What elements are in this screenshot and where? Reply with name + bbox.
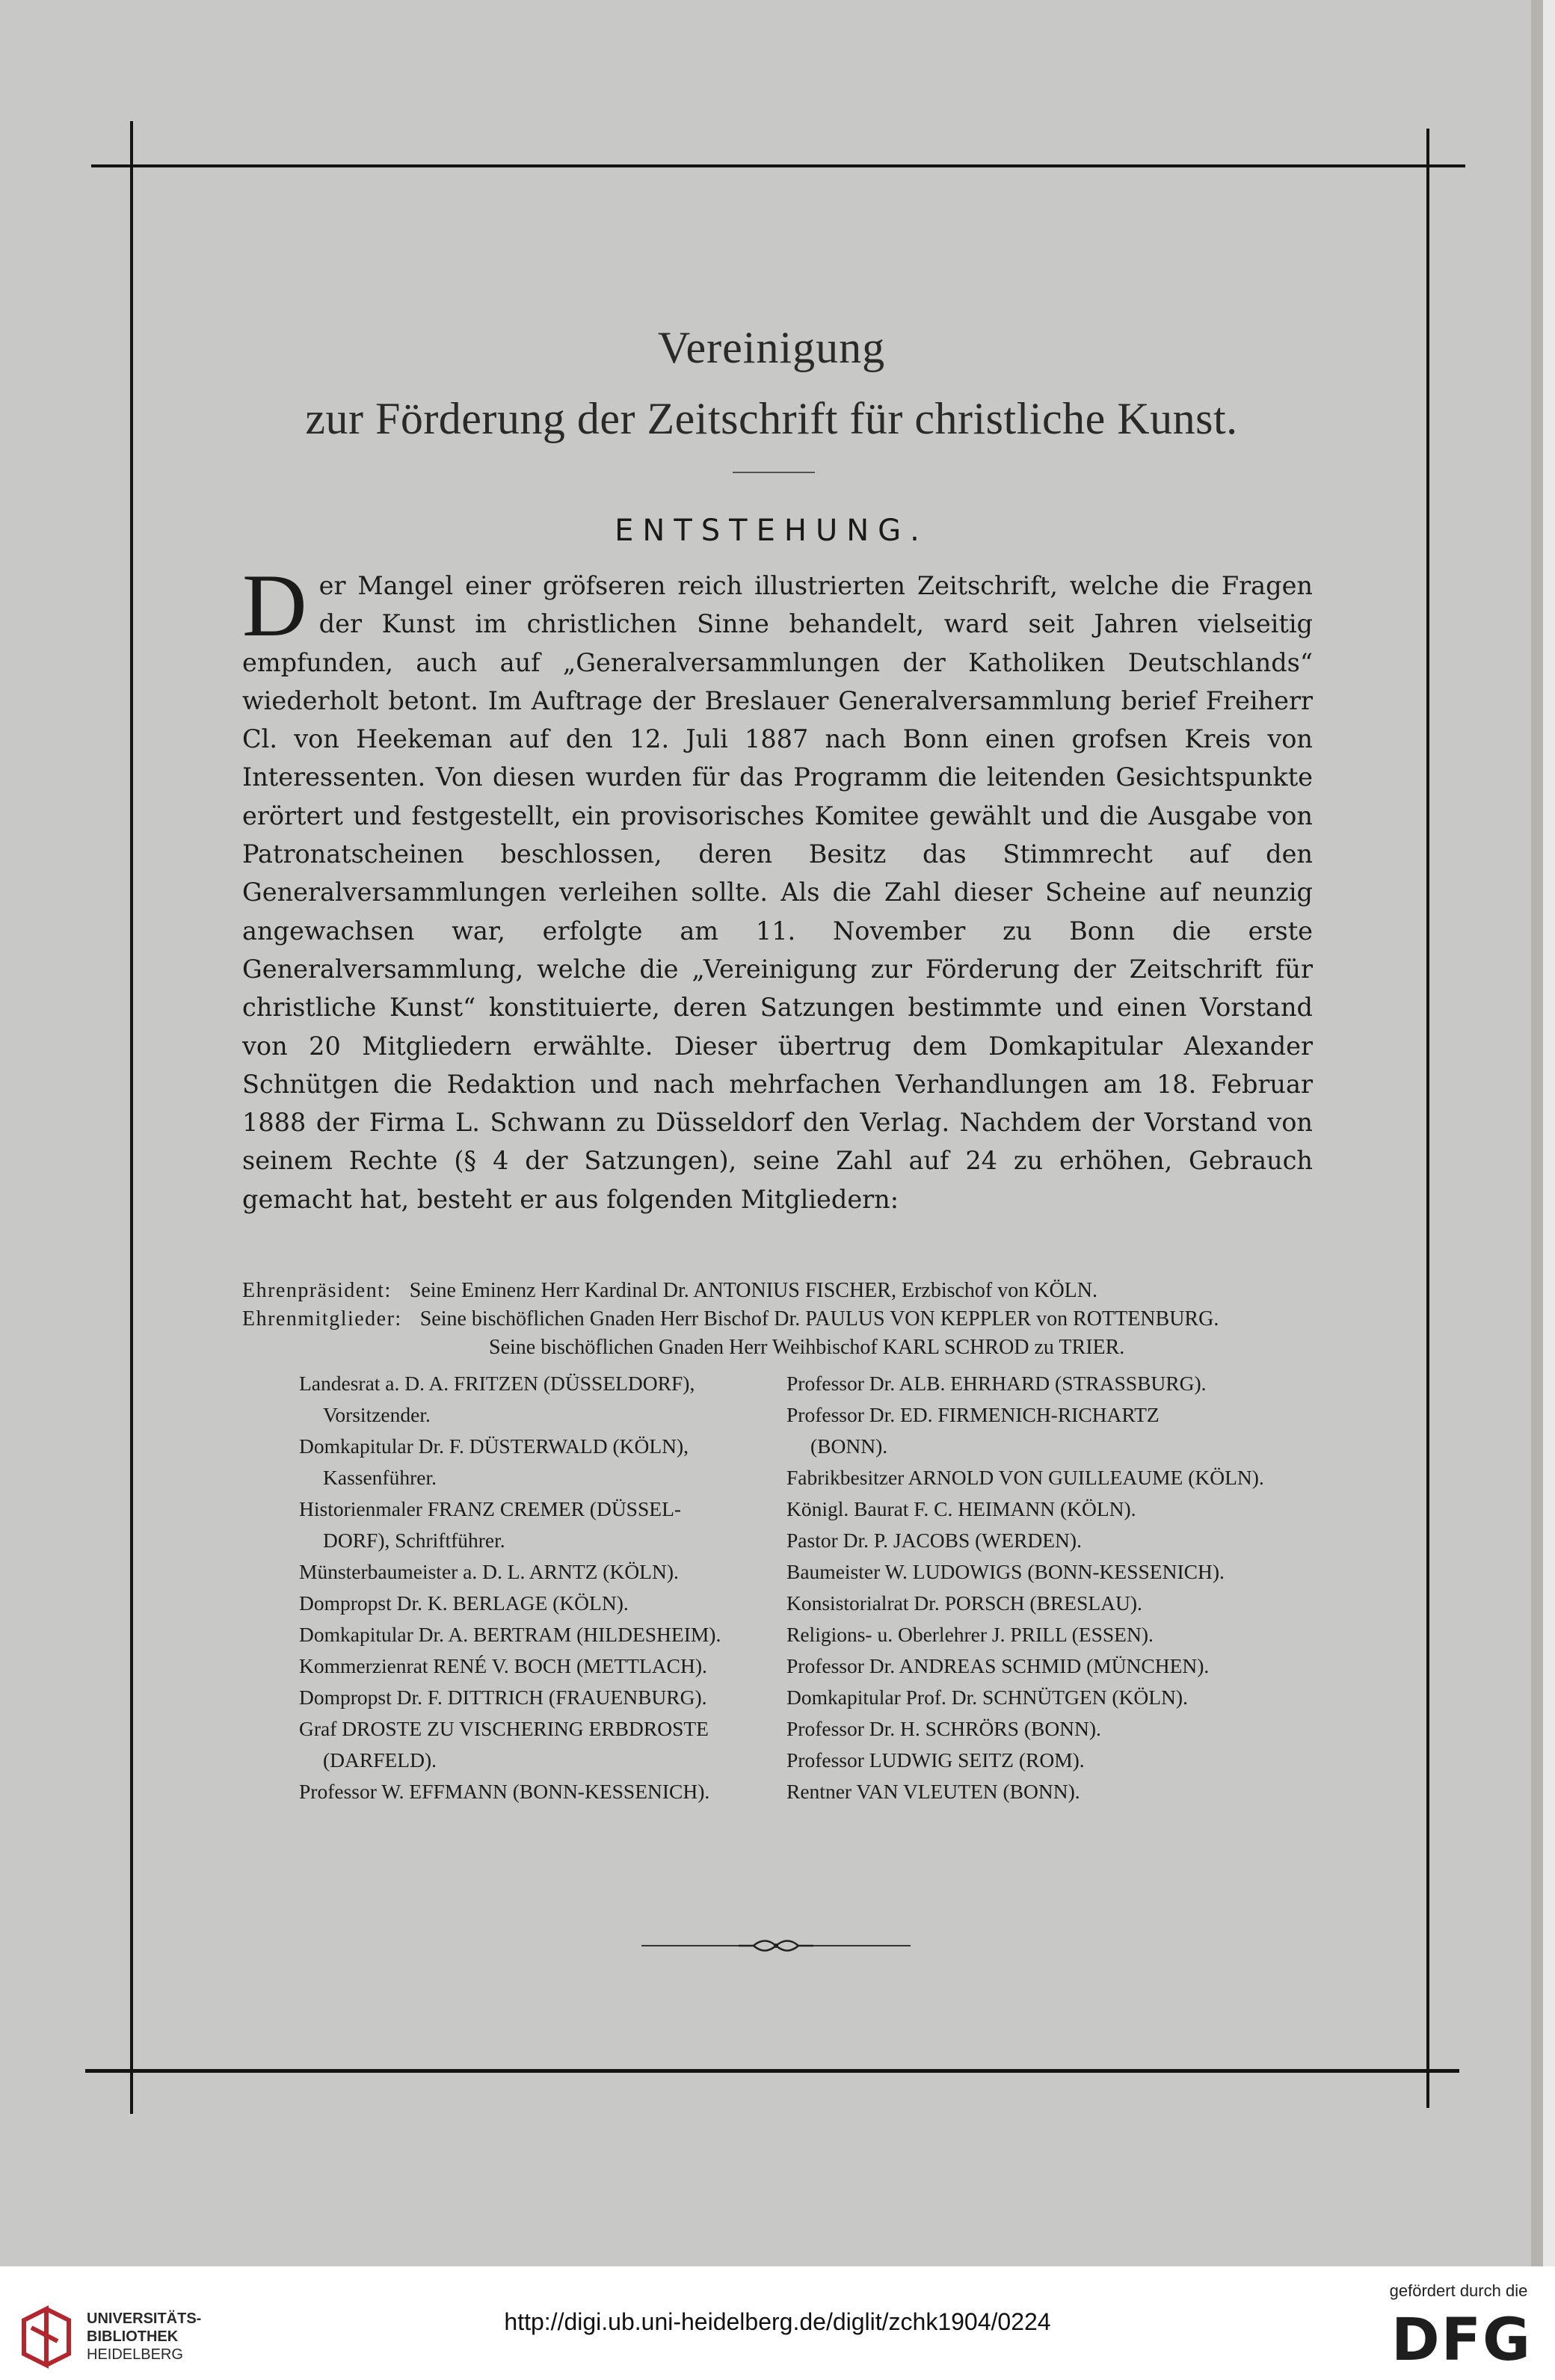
section-heading: ENTSTEHUNG. — [615, 514, 929, 548]
board-member-line: Kommerzienrat RENÉ V. BOCH (METTLACH). — [299, 1654, 707, 1677]
board-member-line: Professor Dr. ANDREAS SCHMID (MÜNCHEN). — [786, 1654, 1210, 1677]
board-member — [786, 1650, 1313, 1682]
board-member — [786, 1556, 1313, 1588]
board-member-line-cont: DORF), Schriftführer. — [323, 1529, 505, 1552]
board-member-line: Graf DROSTE ZU VISCHERING ERBDROSTE — [299, 1717, 709, 1740]
board-member — [786, 1588, 1313, 1619]
board-member — [299, 1588, 778, 1619]
honorary-president-label: Ehrenpräsident: — [242, 1279, 392, 1302]
board-member-line: Historienmaler FRANZ CREMER (DÜSSEL- — [299, 1497, 682, 1520]
board-members — [242, 1368, 1313, 1807]
frame-rule-top — [91, 164, 1465, 167]
board-member-line: Professor LUDWIG SEITZ (ROM). — [786, 1748, 1085, 1772]
board-member-line: Münsterbaumeister a. D. L. ARNTZ (KÖLN). — [299, 1560, 679, 1583]
library-name-line-3: HEIDELBERG — [87, 2346, 183, 2363]
library-name-line-2: BIBLIOTHEK — [87, 2328, 179, 2345]
board-member-line-cont: Vorsitzender. — [323, 1403, 431, 1426]
board-member — [299, 1556, 778, 1588]
title-divider — [733, 472, 815, 473]
honorary-president-row — [242, 1277, 1313, 1305]
board-member — [299, 1650, 778, 1682]
ornament-icon — [641, 1934, 911, 1957]
honorary-members-label: Ehrenmitglieder: — [242, 1307, 402, 1331]
board-member — [786, 1619, 1313, 1650]
board-member — [299, 1682, 778, 1713]
board-member-line: Professor Dr. ALB. EHRHARD (STRASSBURG). — [786, 1372, 1207, 1395]
board-member-line-cont: (BONN). — [810, 1434, 888, 1458]
permalink-url[interactable]: http://digi.ub.uni-heidelberg.de/diglit/zchk1904/0224 — [504, 2308, 1051, 2335]
board-member — [786, 1368, 1313, 1399]
honorary-member-text: Seine bischöflichen Gnaden Herr Bischof Dr. PAULUS VON KEPPLER von ROTTENBURG. — [419, 1307, 1219, 1331]
honorary-members-row — [242, 1305, 1313, 1334]
board-member-line: Rentner VAN VLEUTEN (BONN). — [786, 1780, 1080, 1803]
board-member-line: Pastor Dr. P. JACOBS (WERDEN). — [786, 1529, 1082, 1552]
library-name-line-1: UNIVERSITÄTS- — [87, 2310, 202, 2327]
board-member — [786, 1462, 1313, 1493]
honorary-member-text-2: Seine bischöflichen Gnaden Herr Weihbischof KARL SCHROD zu TRIER. — [489, 1336, 1125, 1359]
board-member-line: Domkapitular Dr. A. BERTRAM (HILDESHEIM). — [299, 1623, 721, 1646]
dfg-logo: DFG — [1391, 2307, 1533, 2374]
board-member — [786, 1493, 1313, 1525]
board-member — [786, 1776, 1313, 1807]
honorary-president-text: Seine Eminenz Herr Kardinal Dr. ANTONIUS FISCHER, Erzbischof von KÖLN. — [409, 1279, 1098, 1302]
board-member — [299, 1368, 778, 1431]
drop-cap: D — [242, 555, 307, 655]
board-member-line: Dompropst Dr. K. BERLAGE (KÖLN). — [299, 1591, 629, 1615]
board-member — [299, 1713, 778, 1776]
board-member — [299, 1776, 778, 1807]
board-member-line: Dompropst Dr. F. DITTRICH (FRAUENBURG). — [299, 1686, 707, 1709]
board-member — [786, 1713, 1313, 1745]
title-block — [0, 314, 1543, 456]
board-member-line-cont: (DARFELD). — [323, 1748, 437, 1772]
board-member-line: Professor W. EFFMANN (BONN-KESSENICH). — [299, 1780, 710, 1803]
frame-rule-bottom — [85, 2069, 1459, 2073]
board-member-line: Domkapitular Dr. F. DÜSTERWALD (KÖLN), — [299, 1434, 689, 1458]
board-member — [786, 1682, 1313, 1713]
title-line-2: zur Förderung der Zeitschrift für christliche Kunst. — [305, 394, 1238, 443]
board-member-line: Domkapitular Prof. Dr. SCHNÜTGEN (KÖLN). — [786, 1686, 1188, 1709]
board-member-line: Religions- u. Oberlehrer J. PRILL (ESSEN). — [786, 1623, 1154, 1646]
board-member — [299, 1493, 778, 1556]
board-member — [786, 1745, 1313, 1776]
board-member-line: Fabrikbesitzer ARNOLD VON GUILLEAUME (KÖLN). — [786, 1466, 1264, 1489]
board-member-line: Professor Dr. H. SCHRÖRS (BONN). — [786, 1717, 1101, 1740]
board-member-line: Professor Dr. ED. FIRMENICH-RICHARTZ — [786, 1403, 1160, 1426]
funded-by-label: gefördert durch die — [1389, 2281, 1528, 2300]
board-member-line: Königl. Baurat F. C. HEIMANN (KÖLN). — [786, 1497, 1136, 1520]
intro-text: er Mangel einer gröfseren reich illustrierten Zeitschrift, welche die Fragen der Kunst im christlichen Sinne behandelt, ward seit Jahren vielseitig empfunden, auch auf „Generalversammlungen der Katholiken Deutschlands“ wiederholt betont. Im Auftrage der Breslauer Generalversammlung berief Freiherr Cl. von Heekeman auf den 12. Juli 1887 nach Bonn einen grofsen Kreis von Interessenten. Von diesen wurden für das Programm die leitenden Gesichtspunkte erörtert und festgestellt, ein provisorisches Komitee gewählt und die Ausgabe von Patronatscheinen beschlossen, deren Besitz das Stimmrecht auf den Generalversammlungen verleihen sollte. Als die Zahl dieser Scheine auf neunzig angewachsen war, erfolgte am 11. November zu Bonn die erste Generalversammlung, welche die „Vereinigung zur Förderung der Zeitschrift für christliche Kunst“ konstituierte, deren Satzungen bestimmte und einen Vorstand von 20 Mitgliedern erwählte. Dieser übertrug dem Domkapitular Alexander Schnütgen die Redaktion und nach mehrfachen Verhandlungen am 18. Februar 1888 der Firma L. Schwann zu Düsseldorf den Verlag. Nachdem der Vorstand von seinem Rechte (§ 4 der Satzungen), seine Zahl auf 24 zu erhöhen, Gebrauch gemacht hat, besteht er aus folgenden Mitgliedern: — [242, 571, 1313, 1214]
footer-bar — [0, 2266, 1555, 2380]
member-list — [242, 1277, 1313, 1807]
board-member-line: Landesrat a. D. A. FRITZEN (DÜSSELDORF), — [299, 1372, 695, 1395]
title-line-1: Vereinigung — [657, 323, 886, 372]
board-member-line: Konsistorialrat Dr. PORSCH (BRESLAU). — [786, 1591, 1142, 1615]
board-column-right — [778, 1368, 1313, 1807]
board-column-left — [242, 1368, 778, 1807]
board-member — [299, 1431, 778, 1493]
intro-paragraph — [242, 555, 1313, 1218]
board-member-line: Baumeister W. LUDOWIGS (BONN-KESSENICH). — [786, 1560, 1225, 1583]
ornament-divider — [641, 1934, 911, 1957]
board-member — [786, 1525, 1313, 1556]
board-member — [786, 1399, 1313, 1462]
board-member — [299, 1619, 778, 1650]
board-member-line-cont: Kassenführer. — [323, 1466, 437, 1489]
